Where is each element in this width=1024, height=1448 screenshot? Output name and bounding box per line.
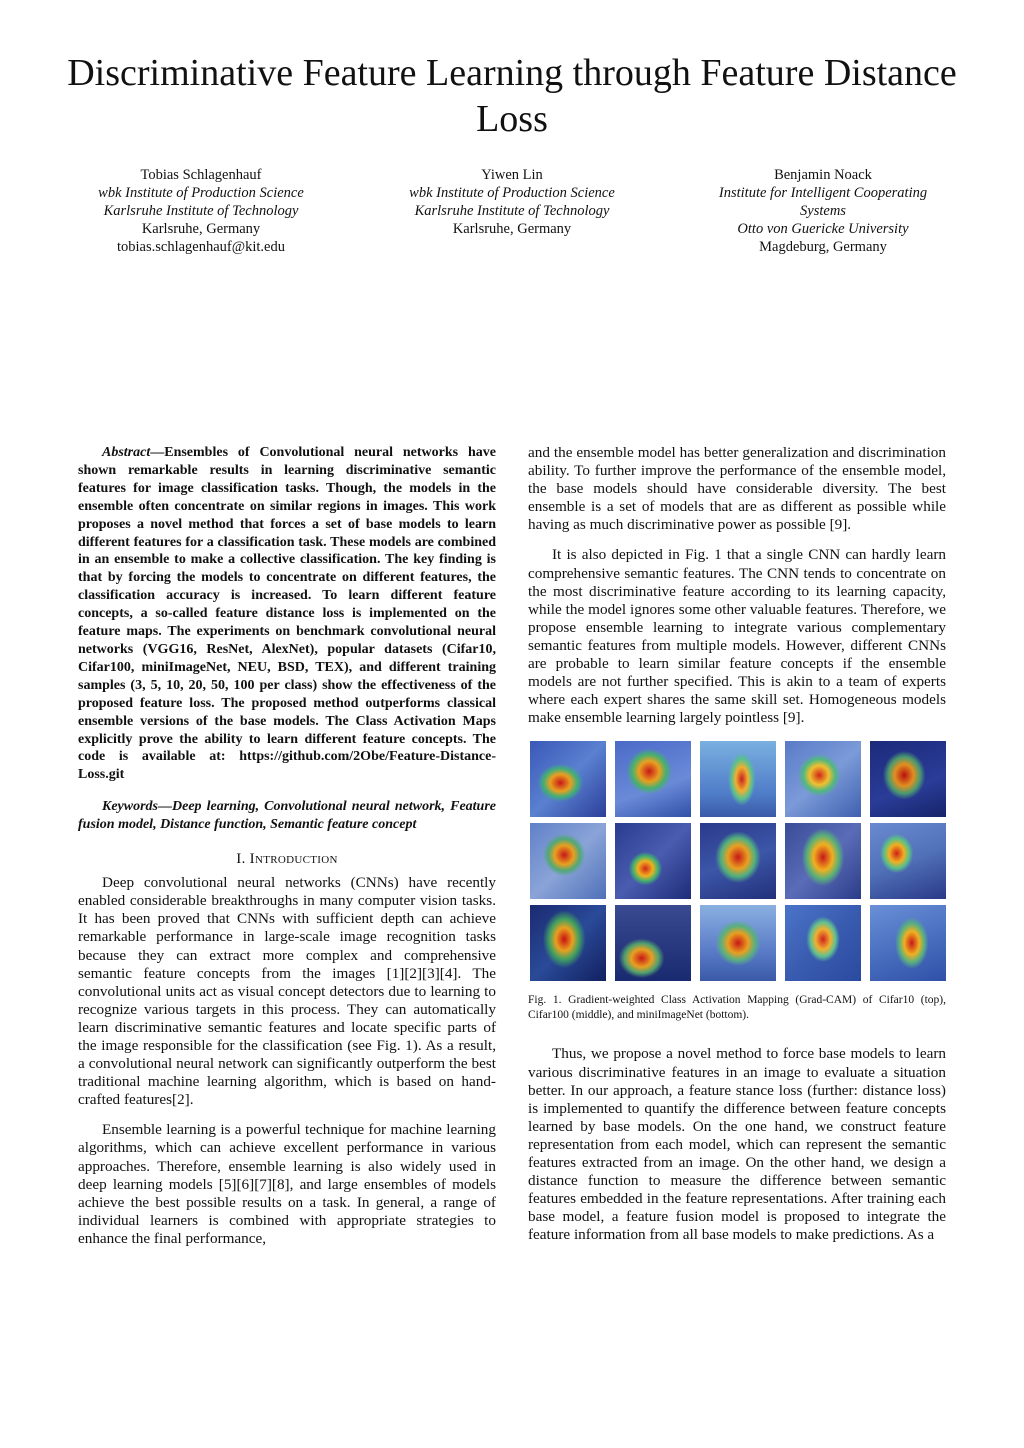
author-location: Magdeburg, Germany — [759, 239, 887, 255]
section-heading-introduction: I. Introduction — [236, 851, 338, 868]
gradcam-thumbnail — [785, 905, 861, 981]
author-location: Karlsruhe, Germany — [452, 221, 572, 237]
author-block-3 — [673, 166, 973, 256]
paper-title: Discriminative Feature Learning through Feature Distance Loss — [67, 52, 957, 140]
gradcam-thumbnail — [530, 905, 606, 981]
gradcam-thumbnail — [700, 905, 776, 981]
author-name: Yiwen Lin — [481, 167, 543, 183]
gradcam-thumbnail — [530, 823, 606, 899]
figure-caption: Fig. 1. Gradient-weighted Class Activation Mapping (Grad-CAM) of Cifar10 (top), Cifar100 (middle), and miniImageNet (bottom). — [528, 994, 946, 1022]
gradcam-thumbnail — [615, 741, 691, 817]
author-affiliation: wbk Institute of Production Science — [98, 185, 304, 201]
figure-1 — [528, 741, 946, 1023]
abstract — [78, 444, 496, 784]
author-name: Benjamin Noack — [774, 167, 872, 183]
author-block-2 — [362, 166, 662, 238]
right-column — [528, 444, 946, 1244]
gradcam-thumbnail — [870, 905, 946, 981]
paragraph: Deep convolutional neural networks (CNNs) have recently enabled considerable breakthroughs in many computer vision tasks. It has been proved that CNNs with sufficient depth can achieve remarkable performance in large-scale image recognition tasks because they can extract more complex and comprehensive semantic feature concepts from the images [1][2][3][4]. The convolutional units act as visual concept detectors due to learning to recognize various targets in this process. They can automatically learn discriminative semantic features and locate specific parts of the image responsible for the classification (see Fig. 1). As a result, a convolutional neural network can significantly outperform the best traditional machine learning algorithm, which is based on hand-crafted features[2]. — [78, 874, 496, 1109]
gradcam-thumbnail — [870, 741, 946, 817]
gradcam-thumbnail — [615, 823, 691, 899]
gradcam-image-grid — [530, 741, 946, 981]
author-affiliation: wbk Institute of Production Science — [409, 185, 615, 201]
paragraph: and the ensemble model has better generalization and discrimination ability. To further improve the performance of the ensemble model, the base models should have considerable diversity. The best ensemble is a set of models that are as different as possible while having as much discriminative power as possible [9]. — [528, 444, 946, 534]
author-block-1 — [51, 166, 351, 256]
author-affiliation: Institute for Intelligent Cooperating — [718, 185, 928, 201]
author-location: Karlsruhe, Germany — [141, 221, 261, 237]
author-affiliation: Karlsruhe Institute of Technology — [103, 203, 299, 219]
paragraph: It is also depicted in Fig. 1 that a single CNN can hardly learn comprehensive semantic features. The CNN tends to concentrate on the most discriminative feature according to its learning capacity, while the model ignores some other valuable features. Therefore, we propose ensemble learning to integrate various complementary semantic features from multiple models. However, different CNNs are probable to learn similar feature concepts if the ensemble models are not further specified. This is akin to a team of experts where each expert shares the same skill set. Homogeneous models make ensemble learning largely pointless [9]. — [528, 546, 946, 727]
gradcam-thumbnail — [615, 905, 691, 981]
author-affiliation: Otto von Guericke University — [737, 221, 909, 237]
gradcam-thumbnail — [700, 741, 776, 817]
gradcam-thumbnail — [870, 823, 946, 899]
gradcam-thumbnail — [785, 741, 861, 817]
gradcam-thumbnail — [785, 823, 861, 899]
abstract-lead: Abstract — [102, 445, 151, 460]
gradcam-thumbnail — [530, 741, 606, 817]
author-name: Tobias Schlagenhauf — [140, 167, 262, 183]
abstract-text: —Ensembles of Convolutional neural networks have shown remarkable results in learning discriminative semantic features for image classification tasks. Though, the models in the ensemble often concentrate on similar regions in images. This work proposes a novel method that forces a set of base models to learn different features for a classification task. These models are combined in an ensemble to make a collective classification. The key finding is that by forcing the models to concentrate on different features, the classification accuracy is increased. To learn different feature concepts, a so-called feature distance loss is implemented on the feature maps. The experiments on benchmark convolutional neural networks (VGG16, ResNet, AlexNet), popular datasets (Cifar10, Cifar100, miniImageNet, NEU, BSD, TEX), and different training samples (3, 5, 10, 20, 50, 100 per class) show the effectiveness of the proposed feature loss. The proposed method outperforms classical ensemble versions of the base models. The Class Activation Maps explicitly prove the ability to learn different feature concepts. The code is available at: https://github.com/2Obe/Feature-Distance-Loss.git — [78, 445, 496, 783]
author-affiliation: Systems — [800, 203, 846, 219]
paragraph: Thus, we propose a novel method to force base models to learn various discriminative features in an image to evaluate a situation better. In our approach, a feature stance loss (further: distance loss) is implemented to quantify the difference between feature concepts learned by base models. On the one hand, we construct feature representation from each model, which can represent the semantic features extracted from an image. On the other hand, we design a distance function to measure the difference between semantic features embedded in the feature representations. After training each base model, a feature fusion model is proposed to integrate the feature information from all base models to make predictions. As a — [528, 1045, 946, 1244]
author-affiliation: Karlsruhe Institute of Technology — [414, 203, 610, 219]
paragraph: Ensemble learning is a powerful technique for machine learning algorithms, which can achieve excellent performance in various approaches. Therefore, ensemble learning is also widely used in deep learning models [5][6][7][8], and large ensembles of models achieve the best possible results on a task. In general, a range of individual learners is combined with appropriate strategies to enhance the final performance, — [78, 1121, 496, 1247]
gradcam-thumbnail — [700, 823, 776, 899]
keywords: Keywords—Deep learning, Convolutional neural network, Feature fusion model, Distance function, Semantic feature concept — [78, 799, 496, 833]
left-column — [78, 444, 496, 1248]
author-email: tobias.schlagenhauf@kit.edu — [117, 239, 285, 255]
